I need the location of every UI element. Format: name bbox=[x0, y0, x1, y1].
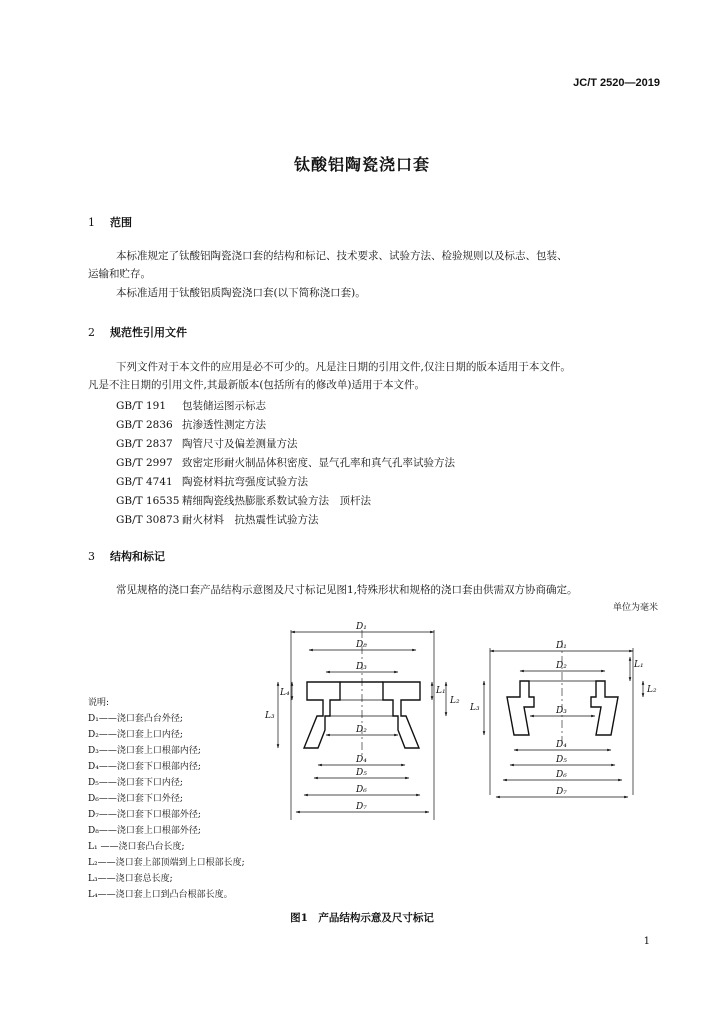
reference-title: 耐火材料 抗热震性试验方法 bbox=[182, 514, 319, 526]
reference-code: GB/T 30873 bbox=[116, 514, 180, 526]
unit-note: 单位为毫米 bbox=[612, 603, 658, 613]
label-d7: D₇ bbox=[356, 802, 367, 812]
scope-paragraph-1-line-1: 本标准规定了钛酸铝陶瓷浇口套的结构和标记、技术要求、试验方法、检验规则以及标志、包装、 bbox=[116, 250, 568, 262]
reference-code: GB/T 191 bbox=[116, 400, 167, 412]
reference-title: 致密定形耐火制品体积密度、显气孔率和真气孔率试验方法 bbox=[182, 457, 455, 469]
label-d6: D₆ bbox=[356, 785, 367, 795]
legend-item: D₇——浇口套下口根部外径; bbox=[88, 810, 201, 820]
standard-code: JC/T 2520—2019 bbox=[573, 77, 660, 89]
legend-item: L₂——浇口套上部顶端到上口根部长度; bbox=[88, 858, 245, 868]
legend-title: 说明: bbox=[88, 698, 110, 708]
reference-code: GB/T 16535 bbox=[116, 495, 180, 507]
label-d5: D₅ bbox=[556, 755, 567, 765]
legend-item: D₂——浇口套上口内径; bbox=[88, 730, 183, 740]
label-d4: D₄ bbox=[556, 740, 567, 750]
page-number: 1 bbox=[643, 936, 650, 947]
legend-item: L₃——浇口套总长度; bbox=[88, 874, 173, 884]
label-l2: L₂ bbox=[450, 696, 460, 706]
normative-intro-line-1: 下列文件对于本文件的应用是必不可少的。凡是注日期的引用文件,仅注日期的版本适用于本文件。 bbox=[116, 361, 571, 373]
section-title: 范围 bbox=[110, 216, 132, 229]
section-title: 规范性引用文件 bbox=[110, 326, 187, 339]
reference-code: GB/T 4741 bbox=[116, 476, 173, 488]
legend-item: L₄——浇口套上口到凸台根部长度。 bbox=[88, 890, 233, 900]
label-d3: D₃ bbox=[556, 706, 567, 716]
normative-intro-line-2: 凡是不注日期的引用文件,其最新版本(包括所有的修改单)适用于本文件。 bbox=[88, 379, 426, 391]
legend-item: D₁——浇口套凸台外径; bbox=[88, 714, 183, 724]
reference-code: GB/T 2836 bbox=[116, 419, 173, 431]
label-l3: L₃ bbox=[470, 703, 480, 713]
label-d4: D₄ bbox=[356, 755, 367, 765]
section-number: 3 bbox=[88, 550, 95, 563]
reference-code: GB/T 2997 bbox=[116, 457, 173, 469]
reference-title: 抗渗透性测定方法 bbox=[182, 419, 266, 431]
label-l1: L₁ bbox=[436, 686, 446, 696]
label-d2: D₂ bbox=[356, 725, 367, 735]
legend-item: D₆——浇口套下口外径; bbox=[88, 794, 183, 804]
label-d2: D₂ bbox=[556, 661, 567, 671]
legend-item: D₄——浇口套下口根部内径; bbox=[88, 762, 201, 772]
page-title: 钛酸铝陶瓷浇口套 bbox=[293, 155, 430, 174]
legend-item: D₃——浇口套上口根部内径; bbox=[88, 746, 201, 756]
label-d1: D₁ bbox=[356, 622, 367, 632]
figure-legend bbox=[88, 695, 245, 903]
section-number: 1 bbox=[88, 216, 95, 229]
reference-title: 包装储运图示标志 bbox=[182, 400, 266, 412]
label-l2: L₂ bbox=[647, 685, 657, 695]
scope-paragraph-1-line-2: 运输和贮存。 bbox=[88, 268, 151, 280]
reference-title: 精细陶瓷线热膨胀系数试验方法 顶杆法 bbox=[182, 495, 371, 507]
legend-item: D₈——浇口套上口根部外径; bbox=[88, 826, 201, 836]
reference-title: 陶管尺寸及偏差测量方法 bbox=[182, 438, 298, 450]
label-l3: L₃ bbox=[265, 711, 275, 721]
label-l4: L₄ bbox=[280, 688, 290, 698]
figure-caption: 图1 产品结构示意及尺寸标记 bbox=[290, 912, 434, 924]
label-d7: D₇ bbox=[556, 787, 567, 797]
structure-intro: 常见规格的浇口套产品结构示意图及尺寸标记见图1,特殊形状和规格的浇口套由供需双方协商确定。 bbox=[116, 584, 578, 596]
reference-code: GB/T 2837 bbox=[116, 438, 173, 450]
legend-item: D₅——浇口套下口内径; bbox=[88, 778, 183, 788]
label-l1: L₁ bbox=[634, 660, 644, 670]
section-number: 2 bbox=[88, 326, 95, 339]
label-d1: D₁ bbox=[556, 641, 567, 651]
label-d3: D₃ bbox=[356, 662, 367, 672]
label-d8: D₈ bbox=[356, 640, 367, 650]
reference-title: 陶瓷材料抗弯强度试验方法 bbox=[182, 476, 308, 488]
scope-paragraph-2: 本标准适用于钛酸铝质陶瓷浇口套(以下简称浇口套)。 bbox=[116, 287, 366, 299]
legend-item: L₁ ——浇口套凸台长度; bbox=[88, 842, 185, 852]
label-d5: D₅ bbox=[356, 768, 367, 778]
section-title: 结构和标记 bbox=[110, 550, 165, 563]
label-d6: D₆ bbox=[556, 770, 567, 780]
